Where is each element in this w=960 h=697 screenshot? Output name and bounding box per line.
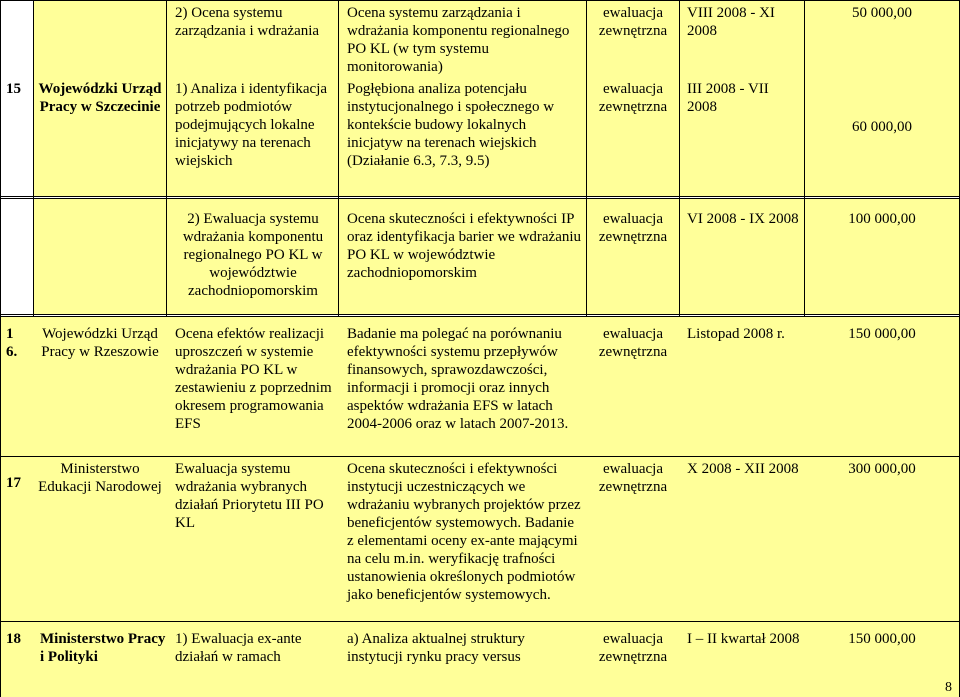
- table-rule-row15b-end: [0, 314, 960, 315]
- row-number: 16.: [6, 326, 18, 360]
- institution-cell: Wojewódzki Urząd Pracy w Szczecinie: [38, 81, 162, 115]
- scope-cell: Ocena skuteczności i efektywności IP oraz identyfikacja barier we wdrażaniu PO KL w województwie zachodniopomorskim: [347, 211, 582, 281]
- scope-cell: a) Analiza aktualnej struktury instytucji rynku pracy versus: [347, 631, 525, 665]
- period: Listopad 2008 r.: [687, 326, 785, 342]
- evaluation-type: ewaluacja zewnętrzna: [598, 631, 668, 665]
- period: I – II kwartał 2008: [687, 631, 800, 647]
- row-number: 15: [6, 81, 21, 97]
- evaluation-type: ewaluacja zewnętrzna: [598, 81, 668, 115]
- scope-cell: Ocena systemu zarządzania i wdrażania komponentu regionalnego PO KL (w tym systemu monitorowania): [347, 5, 570, 75]
- scope-cell: Pogłębiona analiza potencjału instytucjonalnego i społecznego w kontekście budowy lokalnych inicjatyw na terenach wiejskich (Działanie 6.3, 7.3, 9.5): [347, 81, 555, 169]
- amount: 100 000,00: [848, 211, 916, 227]
- scope-cell: Ocena skuteczności i efektywności instytucji uczestniczących we wdrażaniu wybranych projektów przez beneficjentów systemowych. Badanie z elementami oceny ex-ante mającymi na celu m.in. weryfikację trafności ustanowienia określonych podmiotów jako beneficjentów systemowych.: [347, 461, 581, 603]
- scope-cell: Badanie ma polegać na porównaniu efektywności systemu przepływów finansowych, sprawozdawczości, informacji i promocji oraz innych aspektów wdrażania EFS w latach 2004-2006 oraz w latach 2007-2013.: [347, 326, 569, 432]
- evaluation-type: ewaluacja zewnętrzna: [598, 5, 668, 39]
- page-number: 8: [945, 680, 952, 695]
- activity-cell: Ewaluacja systemu wdrażania wybranych działań Priorytetu III PO KL: [175, 461, 324, 531]
- row-number: 17: [6, 475, 21, 491]
- period: X 2008 - XII 2008: [687, 461, 799, 477]
- period: III 2008 - VII 2008: [687, 81, 769, 115]
- institution-cell: Ministerstwo Edukacji Narodowej: [38, 461, 162, 495]
- amount: 50 000,00: [852, 5, 912, 21]
- period: VIII 2008 - XI 2008: [687, 5, 775, 39]
- evaluation-type: ewaluacja zewnętrzna: [598, 461, 668, 495]
- activity-cell: 2) Ocena systemu zarządzania i wdrażania: [175, 5, 320, 39]
- amount-cell-bg: [805, 1, 959, 196]
- table-rule-row15-end: [0, 196, 960, 197]
- evaluation-type: ewaluacja zewnętrzna: [598, 326, 668, 360]
- activity-cell: 1) Analiza i identyfikacja potrzeb podmiotów podejmujących lokalne inicjatywy na terenach wiejskich: [175, 81, 328, 169]
- amount: 150 000,00: [848, 631, 916, 647]
- activity-cell: Ocena efektów realizacji uproszczeń w systemie wdrażania PO KL w zestawieniu z poprzednim okresem programowania EFS: [175, 326, 332, 432]
- institution-cell-bg: [34, 199, 166, 314]
- amount: 150 000,00: [848, 326, 916, 342]
- institution-cell: Ministerstwo Pracy i Polityki: [40, 631, 166, 665]
- institution-cell: Wojewódzki Urząd Pracy w Rzeszowie: [41, 326, 159, 360]
- period: VI 2008 - IX 2008: [687, 211, 799, 227]
- row-number: 18: [6, 631, 21, 647]
- activity-cell: 2) Ewaluacja systemu wdrażania komponentu regionalnego PO KL w województwie zachodniopomorskim: [182, 211, 324, 299]
- evaluation-type: ewaluacja zewnętrzna: [598, 211, 668, 245]
- activity-cell: 1) Ewaluacja ex-ante działań w ramach: [175, 631, 302, 665]
- amount: 300 000,00: [848, 461, 916, 477]
- amount: 60 000,00: [852, 119, 912, 135]
